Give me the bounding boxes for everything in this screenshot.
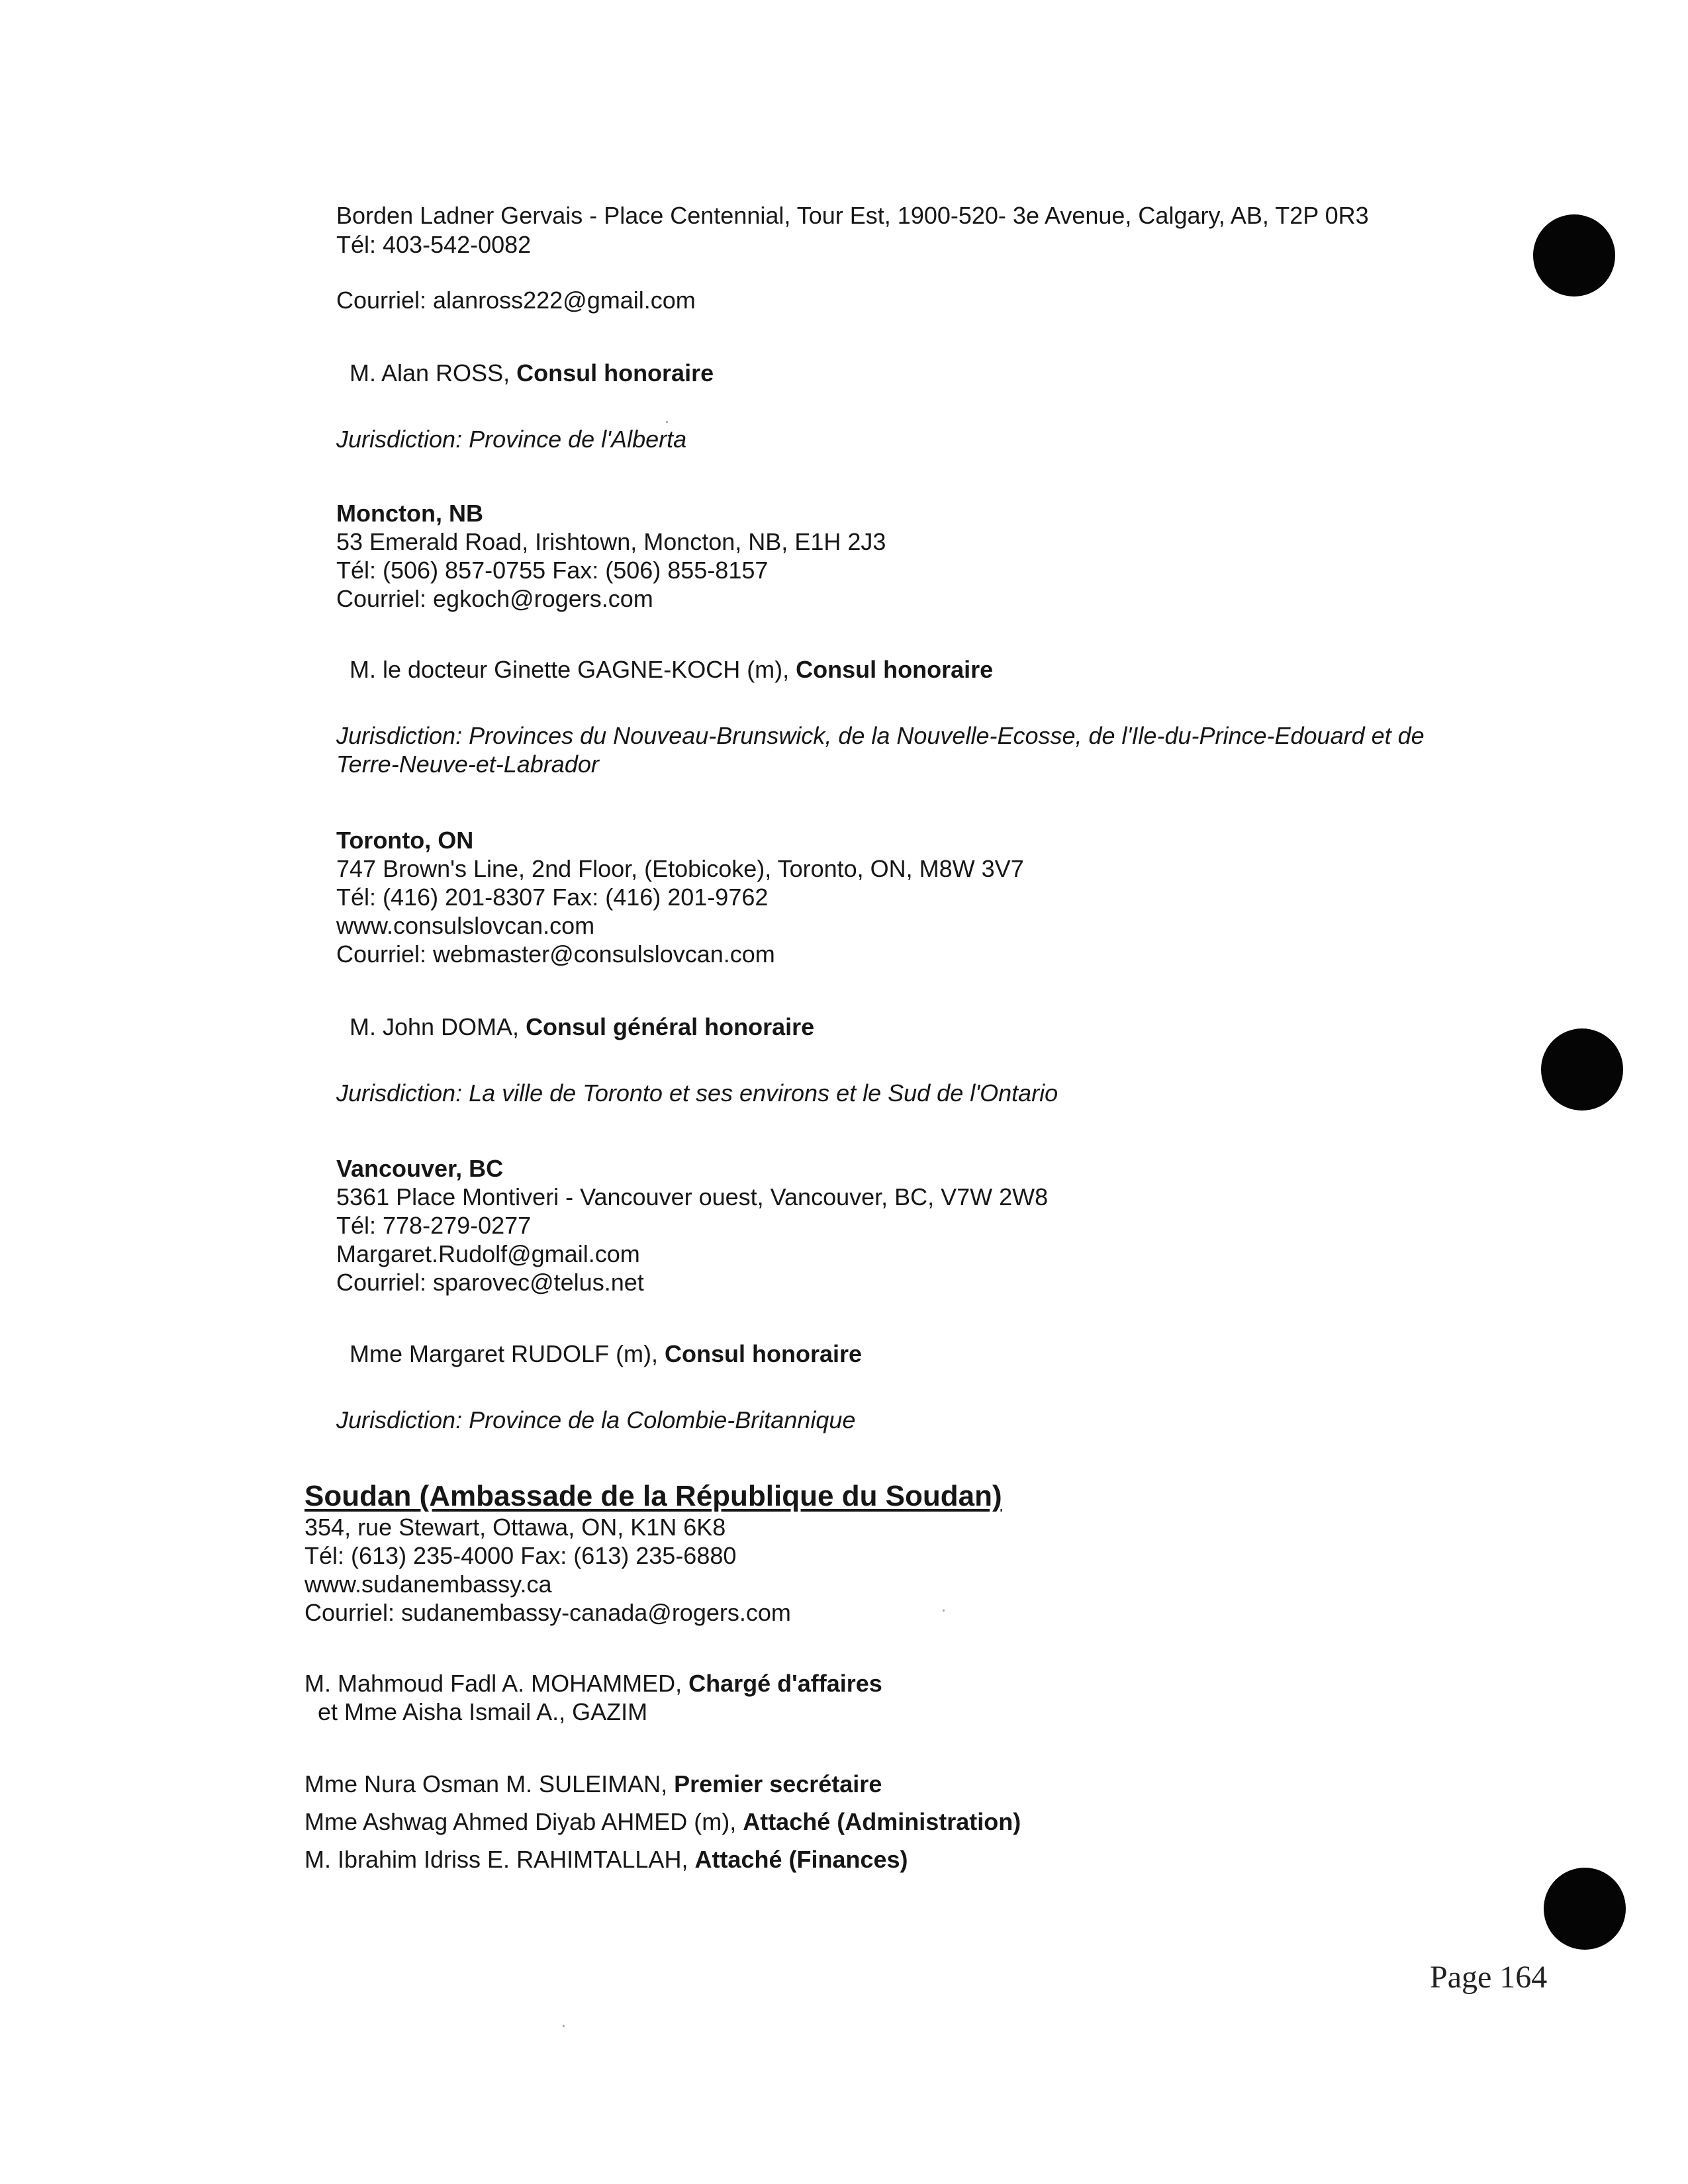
calgary-tel: Tél: 403-542-0082: [336, 231, 532, 258]
sudan-staff-0: [305, 1669, 882, 1698]
sudan-staff-0-spouse: et Mme Aisha Ismail A., GAZIM: [318, 1698, 648, 1725]
moncton-person: [350, 655, 993, 684]
moncton-person-name: M. le docteur Ginette GAGNE-KOCH (m),: [350, 656, 796, 683]
toronto-person-name: M. John DOMA,: [350, 1013, 526, 1040]
staff-name: M. Ibrahim Idriss E. RAHIMTALLAH,: [305, 1846, 695, 1873]
moncton-tel: Tél: (506) 857-0755 Fax: (506) 855-8157: [336, 557, 769, 584]
vancouver-email: Courriel: sparovec@telus.net: [336, 1269, 644, 1296]
staff-title: Chargé d'affaires: [688, 1670, 882, 1697]
moncton-email: Courriel: egkoch@rogers.com: [336, 585, 653, 612]
staff-name: M. Mahmoud Fadl A. MOHAMMED,: [305, 1670, 689, 1697]
toronto-tel: Tél: (416) 201-8307 Fax: (416) 201-9762: [336, 884, 769, 911]
punch-hole-middle: [1541, 1028, 1623, 1111]
vancouver-tel: Tél: 778-279-0277: [336, 1212, 532, 1239]
sudan-staff-3: [305, 1845, 908, 1874]
moncton-jurisdiction-line2: Terre-Neuve-et-Labrador: [336, 751, 599, 778]
scan-speck: [943, 1610, 945, 1612]
staff-title: Premier secrétaire: [674, 1770, 882, 1797]
toronto-website: www.consulslovcan.com: [336, 912, 595, 939]
toronto-city: Toronto, ON: [336, 827, 474, 854]
calgary-person: [350, 359, 714, 388]
vancouver-person: [350, 1340, 862, 1369]
moncton-jurisdiction-line1: Jurisdiction: Provinces du Nouveau-Brunswick, de la Nouvelle-Ecosse, de l'Ile-du-Prince-Edouard et de: [336, 722, 1425, 749]
toronto-person: [350, 1013, 814, 1042]
calgary-email: Courriel: alanross222@gmail.com: [336, 287, 696, 314]
toronto-address: 747 Brown's Line, 2nd Floor, (Etobicoke), Toronto, ON, M8W 3V7: [336, 855, 1024, 882]
sudan-website: www.sudanembassy.ca: [305, 1570, 552, 1598]
calgary-person-title: Consul honoraire: [516, 359, 714, 387]
calgary-person-name: M. Alan ROSS,: [350, 359, 517, 387]
staff-name: Mme Ashwag Ahmed Diyab AHMED (m),: [305, 1808, 743, 1835]
staff-name: Mme Nura Osman M. SULEIMAN,: [305, 1770, 675, 1797]
vancouver-person-title: Consul honoraire: [665, 1340, 863, 1367]
scan-speck: [563, 2025, 565, 2027]
vancouver-city: Vancouver, BC: [336, 1155, 504, 1182]
moncton-city: Moncton, NB: [336, 500, 483, 527]
staff-title: Attaché (Administration): [743, 1808, 1021, 1835]
sudan-heading: Soudan (Ambassade de la République du Soudan): [305, 1480, 1002, 1512]
toronto-email: Courriel: webmaster@consulslovcan.com: [336, 940, 775, 968]
sudan-address: 354, rue Stewart, Ottawa, ON, K1N 6K8: [305, 1514, 726, 1541]
vancouver-alt-email: Margaret.Rudolf@gmail.com: [336, 1240, 640, 1267]
moncton-person-title: Consul honoraire: [796, 656, 994, 683]
punch-hole-bottom: [1544, 1868, 1626, 1950]
vancouver-jurisdiction: Jurisdiction: Province de la Colombie-Britannique: [336, 1406, 856, 1433]
calgary-address: Borden Ladner Gervais - Place Centennial, Tour Est, 1900-520- 3e Avenue, Calgary, AB, T2P 0R3: [336, 202, 1369, 229]
toronto-person-title: Consul général honoraire: [526, 1013, 815, 1040]
staff-title: Attaché (Finances): [694, 1846, 908, 1873]
page-number: Page 164: [1430, 1960, 1548, 1995]
scan-speck: [666, 421, 668, 423]
calgary-jurisdiction: Jurisdiction: Province de l'Alberta: [336, 426, 687, 453]
sudan-email: Courriel: sudanembassy-canada@rogers.com: [305, 1599, 791, 1626]
sudan-staff-1: [305, 1770, 882, 1799]
sudan-tel: Tél: (613) 235-4000 Fax: (613) 235-6880: [305, 1542, 737, 1569]
moncton-address: 53 Emerald Road, Irishtown, Moncton, NB, E1H 2J3: [336, 528, 886, 555]
toronto-jurisdiction: Jurisdiction: La ville de Toronto et ses environs et le Sud de l'Ontario: [336, 1079, 1058, 1107]
vancouver-person-name: Mme Margaret RUDOLF (m),: [350, 1340, 665, 1367]
sudan-staff-2: [305, 1807, 1021, 1837]
punch-hole-top: [1533, 214, 1615, 296]
vancouver-address: 5361 Place Montiveri - Vancouver ouest, Vancouver, BC, V7W 2W8: [336, 1183, 1049, 1210]
